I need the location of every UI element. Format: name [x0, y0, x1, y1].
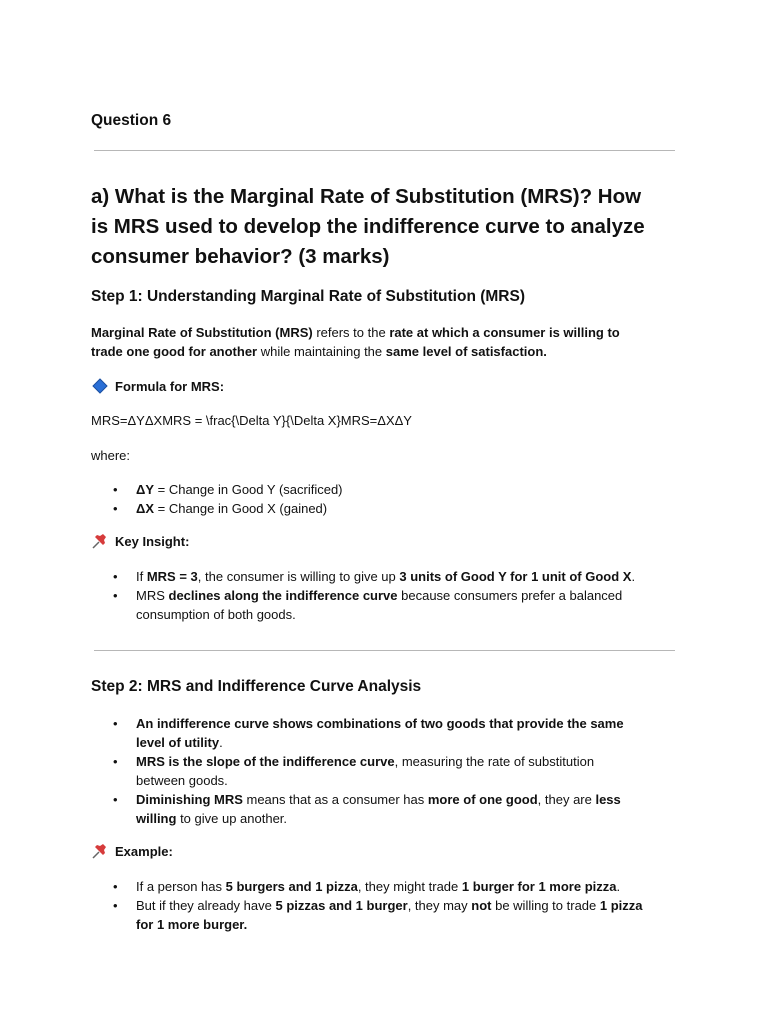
- divider-middle: [94, 650, 675, 651]
- mrs-definition: [91, 323, 675, 361]
- insight-label: Key Insight:: [115, 533, 190, 549]
- heading-line-3: consumer behavior? (3 marks): [91, 245, 390, 268]
- definition-line-1: Marginal Rate of Substitution (MRS) refers to the rate at which a consumer is willing to: [91, 325, 620, 340]
- pushpin-icon: [91, 843, 109, 859]
- heading-line-2: is MRS used to develop the indifference curve to analyze: [91, 215, 645, 238]
- list-item: • But if they already have 5 pizzas and 1 burger, they may not be willing to trade 1 pizza for 1 more burger.: [91, 896, 675, 934]
- indifference-curve-list: [91, 714, 675, 828]
- list-item: • An indifference curve shows combinations of two goods that provide the same level of utility.: [91, 714, 675, 752]
- list-item: • Diminishing MRS means that as a consumer has more of one good, they are less willing to give up another.: [91, 790, 675, 828]
- insight-list: [91, 567, 675, 624]
- formula-label: Formula for MRS:: [115, 378, 225, 394]
- list-item: • If a person has 5 burgers and 1 pizza, they might trade 1 burger for 1 more pizza.: [91, 877, 675, 896]
- list-item: • If MRS = 3, the consumer is willing to give up 3 units of Good Y for 1 unit of Good X.: [91, 567, 675, 586]
- definition-line-2: trade one good for another while maintaining the same level of satisfaction.: [91, 344, 547, 359]
- divider-top: [94, 150, 675, 151]
- example-label: Example:: [115, 843, 173, 859]
- list-item: • MRS is the slope of the indifference curve, measuring the rate of substitution between goods.: [91, 752, 675, 790]
- list-item: • ΔX = Change in Good X (gained): [91, 499, 675, 518]
- insight-label-row: [91, 533, 189, 549]
- where-label: where:: [91, 448, 131, 463]
- example-label-row: [91, 843, 173, 859]
- heading-line-1: a) What is the Marginal Rate of Substitution (MRS)? How: [91, 185, 642, 208]
- list-item: • ΔY = Change in Good Y (sacrificed): [91, 480, 675, 499]
- step2-title: Step 2: MRS and Indifference Curve Analysis: [91, 678, 422, 695]
- mrs-formula: MRS=ΔYΔXMRS = \frac{\Delta Y}{\Delta X}MRS=ΔXΔY: [91, 413, 412, 428]
- blue-diamond-icon: [91, 378, 109, 394]
- question-label: Question 6: [91, 112, 172, 129]
- example-list: [91, 877, 675, 934]
- question-heading: [91, 182, 691, 272]
- pushpin-icon: [91, 533, 109, 549]
- formula-label-row: [91, 378, 224, 394]
- delta-definitions-list: [91, 480, 675, 518]
- step1-title: Step 1: Understanding Marginal Rate of Substitution (MRS): [91, 288, 525, 305]
- list-item: • MRS declines along the indifference curve because consumers prefer a balanced consumption of both goods.: [91, 586, 675, 624]
